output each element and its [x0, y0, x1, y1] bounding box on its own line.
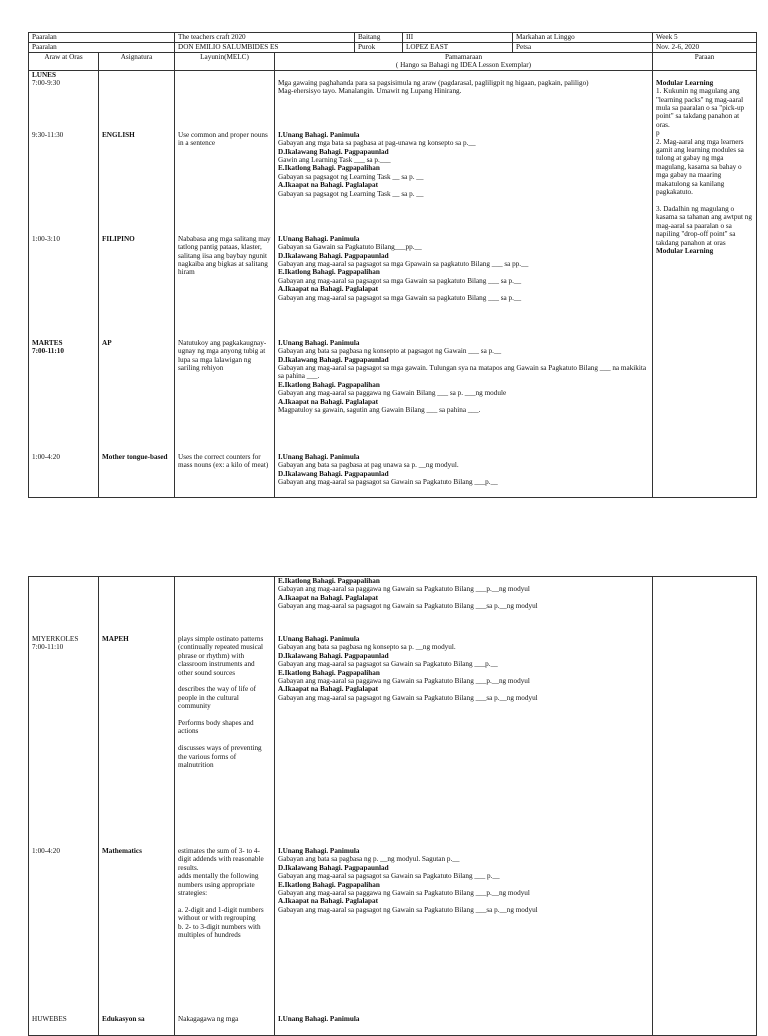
step-heading: A.Ikaapat na Bahagi. Paglalapat: [278, 593, 379, 602]
step-heading: D.Ikalawang Bahagi. Pagpapaunlad: [278, 355, 389, 364]
time-cell: 1:00-3:10: [29, 235, 99, 339]
step-text: Gabayan ang bata sa pagbasa at pag unawa sa p. __ng modyul.: [278, 461, 459, 470]
paraan-cell: [653, 577, 757, 1036]
time-cell: 1:00-4:20: [29, 453, 99, 498]
step-heading: A.Ikaapat na Bahagi. Paglalapat: [278, 181, 379, 190]
lesson-plan-table-continued: [28, 576, 757, 1036]
row-huwebes: [29, 1015, 757, 1036]
step-heading: I.Unang Bahagi. Panimula: [278, 234, 360, 243]
row-filipino: [29, 235, 757, 339]
step-heading: D.Ikalawang Bahagi. Pagpapaunlad: [278, 251, 389, 260]
step-text: Gabayan ang mag-aaral sa pagsagot ng Gawain sa Pagkatuto Bilang ___sa p.__ng modyul: [278, 693, 538, 702]
step-text: Gabayan ang mag-aaral sa paggawa ng Gawain sa Pagkatuto Bilang ___p.__ng modyul: [278, 677, 530, 686]
header-label: Petsa: [513, 43, 653, 53]
step-text: Gabayan ang mag-aaral sa paggawa ng Gawain sa Pagkatuto Bilang ___p.__ng modyul: [278, 889, 530, 898]
header-label: Purok: [355, 43, 403, 53]
step-text: Gabayan ang mag-aaral sa pagsagot sa mga Gawain sa pagkatuto Bilang ___ sa p.__: [278, 293, 522, 302]
time-label: 7:00-9:30: [32, 79, 60, 88]
step-text: Gabayan ang bata sa pagbasa ng p. __ng modyul. Sagutan p.__: [278, 855, 460, 864]
melc-cell: Use common and proper nouns in a sentence: [175, 131, 275, 235]
subject-cell: MAPEH: [99, 635, 175, 847]
melc-cell: Nakagagawa ng mga: [175, 1015, 275, 1036]
melc-cell: Nababasa ang mga salitang may tatlong pantig pataas, klaster, salitang iisa ang baybay ngunit nagkaiba ang bigkas at salitang hiram: [175, 235, 275, 339]
header-row-school: [29, 33, 757, 43]
paraan-title-2: Modular Learning: [656, 246, 714, 255]
step-text: Gabayan ang bata sa pagbasa ng konsepto at pagsagot ng Gawain ___ sa p.__: [278, 347, 502, 356]
subject-cell: FILIPINO: [99, 235, 175, 339]
col-pamamaraan-title: Pamamaraan: [444, 53, 483, 61]
col-araw: Araw at Oras: [29, 53, 99, 71]
step-text: Gabayan ang mag-aaral sa pagsagot sa Gawain sa Pagkatuto Bilang ___ p.__: [278, 872, 500, 881]
procedure-cell: [275, 635, 653, 847]
step-text: Gabayan ang mag-aaral sa pagsagot sa Gawain sa Pagkatuto Bilang ___p.__: [278, 660, 498, 669]
time-cell: HUWEBES: [29, 1015, 99, 1036]
lesson-plan-table: [28, 32, 757, 498]
time-cell: 1:00-4:20: [29, 847, 99, 1015]
header-label: Markahan at Linggo: [513, 33, 653, 43]
step-text: Gabayan sa pagsagot ng Learning Task __ sa p. __: [278, 189, 424, 198]
col-paraan: Paraan: [653, 53, 757, 71]
procedure-cell: [275, 1015, 653, 1036]
day-cell: [29, 70, 99, 131]
row-mathematics: [29, 847, 757, 1015]
melc-cell: [175, 70, 275, 131]
procedure-cell: [275, 577, 653, 636]
step-heading: I.Unang Bahagi. Panimula: [278, 452, 360, 461]
step-heading: D.Ikalawang Bahagi. Pagpapaunlad: [278, 469, 389, 478]
header-label: Baitang: [355, 33, 403, 43]
step-heading: D.Ikalawang Bahagi. Pagpapaunlad: [278, 863, 389, 872]
step-heading: A.Ikaapat na Bahagi. Paglalapat: [278, 397, 379, 406]
step-text: Gabayan sa Gawain sa Pagkatuto Bilang___pp.__: [278, 243, 422, 252]
step-text: Gabayan ang bata sa pagbasa ng konsepto sa p. __ng modyul.: [278, 643, 456, 652]
header-label: Paaralan: [29, 33, 175, 43]
subject-cell: [99, 70, 175, 131]
step-text: Gabayan ang mga bata sa pagbasa at pag-unawa ng konsepto sa p.__: [278, 139, 476, 148]
step-heading: A.Ikaapat na Bahagi. Paglalapat: [278, 897, 379, 906]
step-heading: D.Ikalawang Bahagi. Pagpapaunlad: [278, 651, 389, 660]
paraan-body: 1. Kukunin ng magulang ang "learning packs" ng mag-aaral mula sa paaralan o sa "pick-up point" sa takdang panahon at oras. p 2. Mag-aaral ang mga learners gamit ang learning modules sa tulong at gabay ng mga magulang, kasama sa bahay o mga gabay na maaring makatulong sa kanilang pagkakatuto. 3. Dadalhin ng magulang o kasama sa tahanan ang awtput ng mag-aaral sa paaralan o sa napiling "drop-off point" sa takdang panahon at oras: [656, 87, 752, 247]
col-layunin: Layunin(MELC): [175, 53, 275, 71]
procedure-cell: [275, 70, 653, 131]
step-text: Gabayan ang mag-aaral sa pagsagot sa mga Gpawain sa pagkatuto Bilang ___ sa pp.__: [278, 260, 529, 269]
step-heading: I.Unang Bahagi. Panimula: [278, 847, 360, 855]
subject-cell: ENGLISH: [99, 131, 175, 235]
lesson-plan-page-1: [28, 32, 756, 498]
paraan-cell: [653, 70, 757, 497]
step-text: Gabayan ang mag-aaral sa pagsagot ng Gawain sa Pagkatuto Bilang ___sa p.__ng modyul: [278, 905, 538, 914]
paraan-title: Modular Learning: [656, 78, 714, 87]
step-heading: I.Unang Bahagi. Panimula: [278, 338, 360, 347]
step-heading: A.Ikaapat na Bahagi. Paglalapat: [278, 685, 379, 694]
procedure-cell: [275, 131, 653, 235]
melc-cell: Uses the correct counters for mass nouns (ex: a kilo of meat): [175, 453, 275, 498]
step-text: Gabayan ang mag-aaral sa paggawa ng Gawain Bilang ___ sa p. ___ng module: [278, 389, 507, 398]
column-header-row: [29, 53, 757, 71]
step-heading: I.Unang Bahagi. Panimula: [278, 1015, 360, 1023]
row-opening: [29, 70, 757, 131]
header-row-district: [29, 43, 757, 53]
melc-cell: estimates the sum of 3- to 4-digit addends with reasonable results. adds mentally the following numbers using appropriate strategies: a. 2-digit and 1-digit numbers without or with regrouping b. 2- to 3-digit numbers with multiples of hundreds: [175, 847, 275, 1015]
row-mother-tongue: [29, 453, 757, 498]
header-value: III: [403, 33, 513, 43]
procedure-cell: [275, 235, 653, 339]
step-text: Gabayan ang mag-aaral sa pagsagot sa mga gawain. Tulungan sya na matapos ang Gawain sa Pagkatuto Bilang ___ na makikita sa pahina ___.: [278, 364, 647, 381]
header-label: Paaralan: [29, 43, 175, 53]
step-text: Gabayan sa pagsagot ng Learning Task __ sa p. __: [278, 172, 424, 181]
lesson-plan-page-2: [28, 576, 756, 1036]
step-text: Gawin ang Learning Task ___ sa p.___: [278, 156, 391, 165]
subject-cell: [99, 577, 175, 636]
step-text: Gabayan ang mag-aaral sa paggawa ng Gawain sa Pagkatuto Bilang ___p.__ng modyul: [278, 585, 530, 594]
subject-cell: AP: [99, 339, 175, 453]
opening-text: Mga gawaing paghahanda para sa pagsisimula ng araw (pagdarasal, pagliligpit ng higaan, pagkain, paliligo) Mag-ehersisyo tayo. Manalangin. Umawit ng Lupang Hinirang.: [278, 78, 589, 96]
subject-cell: Mother tongue-based: [99, 453, 175, 498]
header-value: DON EMILIO SALUMBIDES ES: [175, 43, 355, 53]
time-cell: 9:30-11:30: [29, 131, 99, 235]
time-cell: MIYERKOLES 7:00-11:10: [29, 635, 99, 847]
procedure-cell: [275, 339, 653, 453]
subject-cell: Edukasyon sa: [99, 1015, 175, 1036]
step-heading: I.Unang Bahagi. Panimula: [278, 130, 360, 139]
header-value: LOPEZ EAST: [403, 43, 513, 53]
header-value: Nov. 2-6, 2020: [653, 43, 757, 53]
step-heading: E.Ikatlong Bahagi. Pagpapalihan: [278, 880, 380, 889]
col-asignatura: Asignatura: [99, 53, 175, 71]
time-cell: MARTES 7:00-11:10: [29, 339, 99, 453]
header-value: Week 5: [653, 33, 757, 43]
melc-cell: plays simple ostinato patterns (continually repeated musical phrase or rhythm) with classroom instruments and other sound sources describes the way of life of people in the cultural community Performs body shapes and actions discusses ways of preventing the various forms of malnutrition: [175, 635, 275, 847]
step-text: Gabayan ang mag-aaral sa pagsagot ng Gawain sa Pagkatuto Bilang ___sa p.__ng modyul: [278, 602, 538, 611]
step-heading: E.Ikatlong Bahagi. Pagpapalihan: [278, 164, 380, 173]
row-mapeh: [29, 635, 757, 847]
melc-cell: [175, 577, 275, 636]
row-ap: [29, 339, 757, 453]
step-heading: E.Ikatlong Bahagi. Pagpapalihan: [278, 668, 380, 677]
step-heading: A.Ikaapat na Bahagi. Paglalapat: [278, 285, 379, 294]
day-label: LUNES: [32, 70, 56, 79]
procedure-cell: [275, 453, 653, 498]
row-english: [29, 131, 757, 235]
step-text: Gabayan ang mag-aaral sa pagsagot sa Gawain sa Pagkatuto Bilang ___p.__: [278, 478, 498, 487]
melc-cell: Natutukoy ang pagkakaugnay-ugnay ng mga anyong tubig at lupa sa mga lalawigan ng sariling rehiyon: [175, 339, 275, 453]
header-value: The teachers craft 2020: [175, 33, 355, 43]
col-pamamaraan-sub: ( Hango sa Bahagi ng IDEA Lesson Exemplar): [395, 61, 532, 70]
step-heading: E.Ikatlong Bahagi. Pagpapalihan: [278, 380, 380, 389]
procedure-cell: [275, 847, 653, 1015]
row-continuation: [29, 577, 757, 636]
step-text: Gabayan ang mag-aaral sa pagsagot sa mga Gawain sa pagkatuto Bilang ___ sa p.__: [278, 276, 522, 285]
step-heading: D.Ikalawang Bahagi. Pagpapaunlad: [278, 147, 389, 156]
step-text: Magpatuloy sa gawain, sagutin ang Gawain Bilang ___ sa pahina ___.: [278, 406, 481, 415]
subject-cell: Mathematics: [99, 847, 175, 1015]
step-heading: E.Ikatlong Bahagi. Pagpapalihan: [278, 577, 380, 585]
step-heading: I.Unang Bahagi. Panimula: [278, 635, 360, 643]
step-heading: E.Ikatlong Bahagi. Pagpapalihan: [278, 268, 380, 277]
col-pamamaraan: [275, 53, 653, 71]
time-cell: [29, 577, 99, 636]
